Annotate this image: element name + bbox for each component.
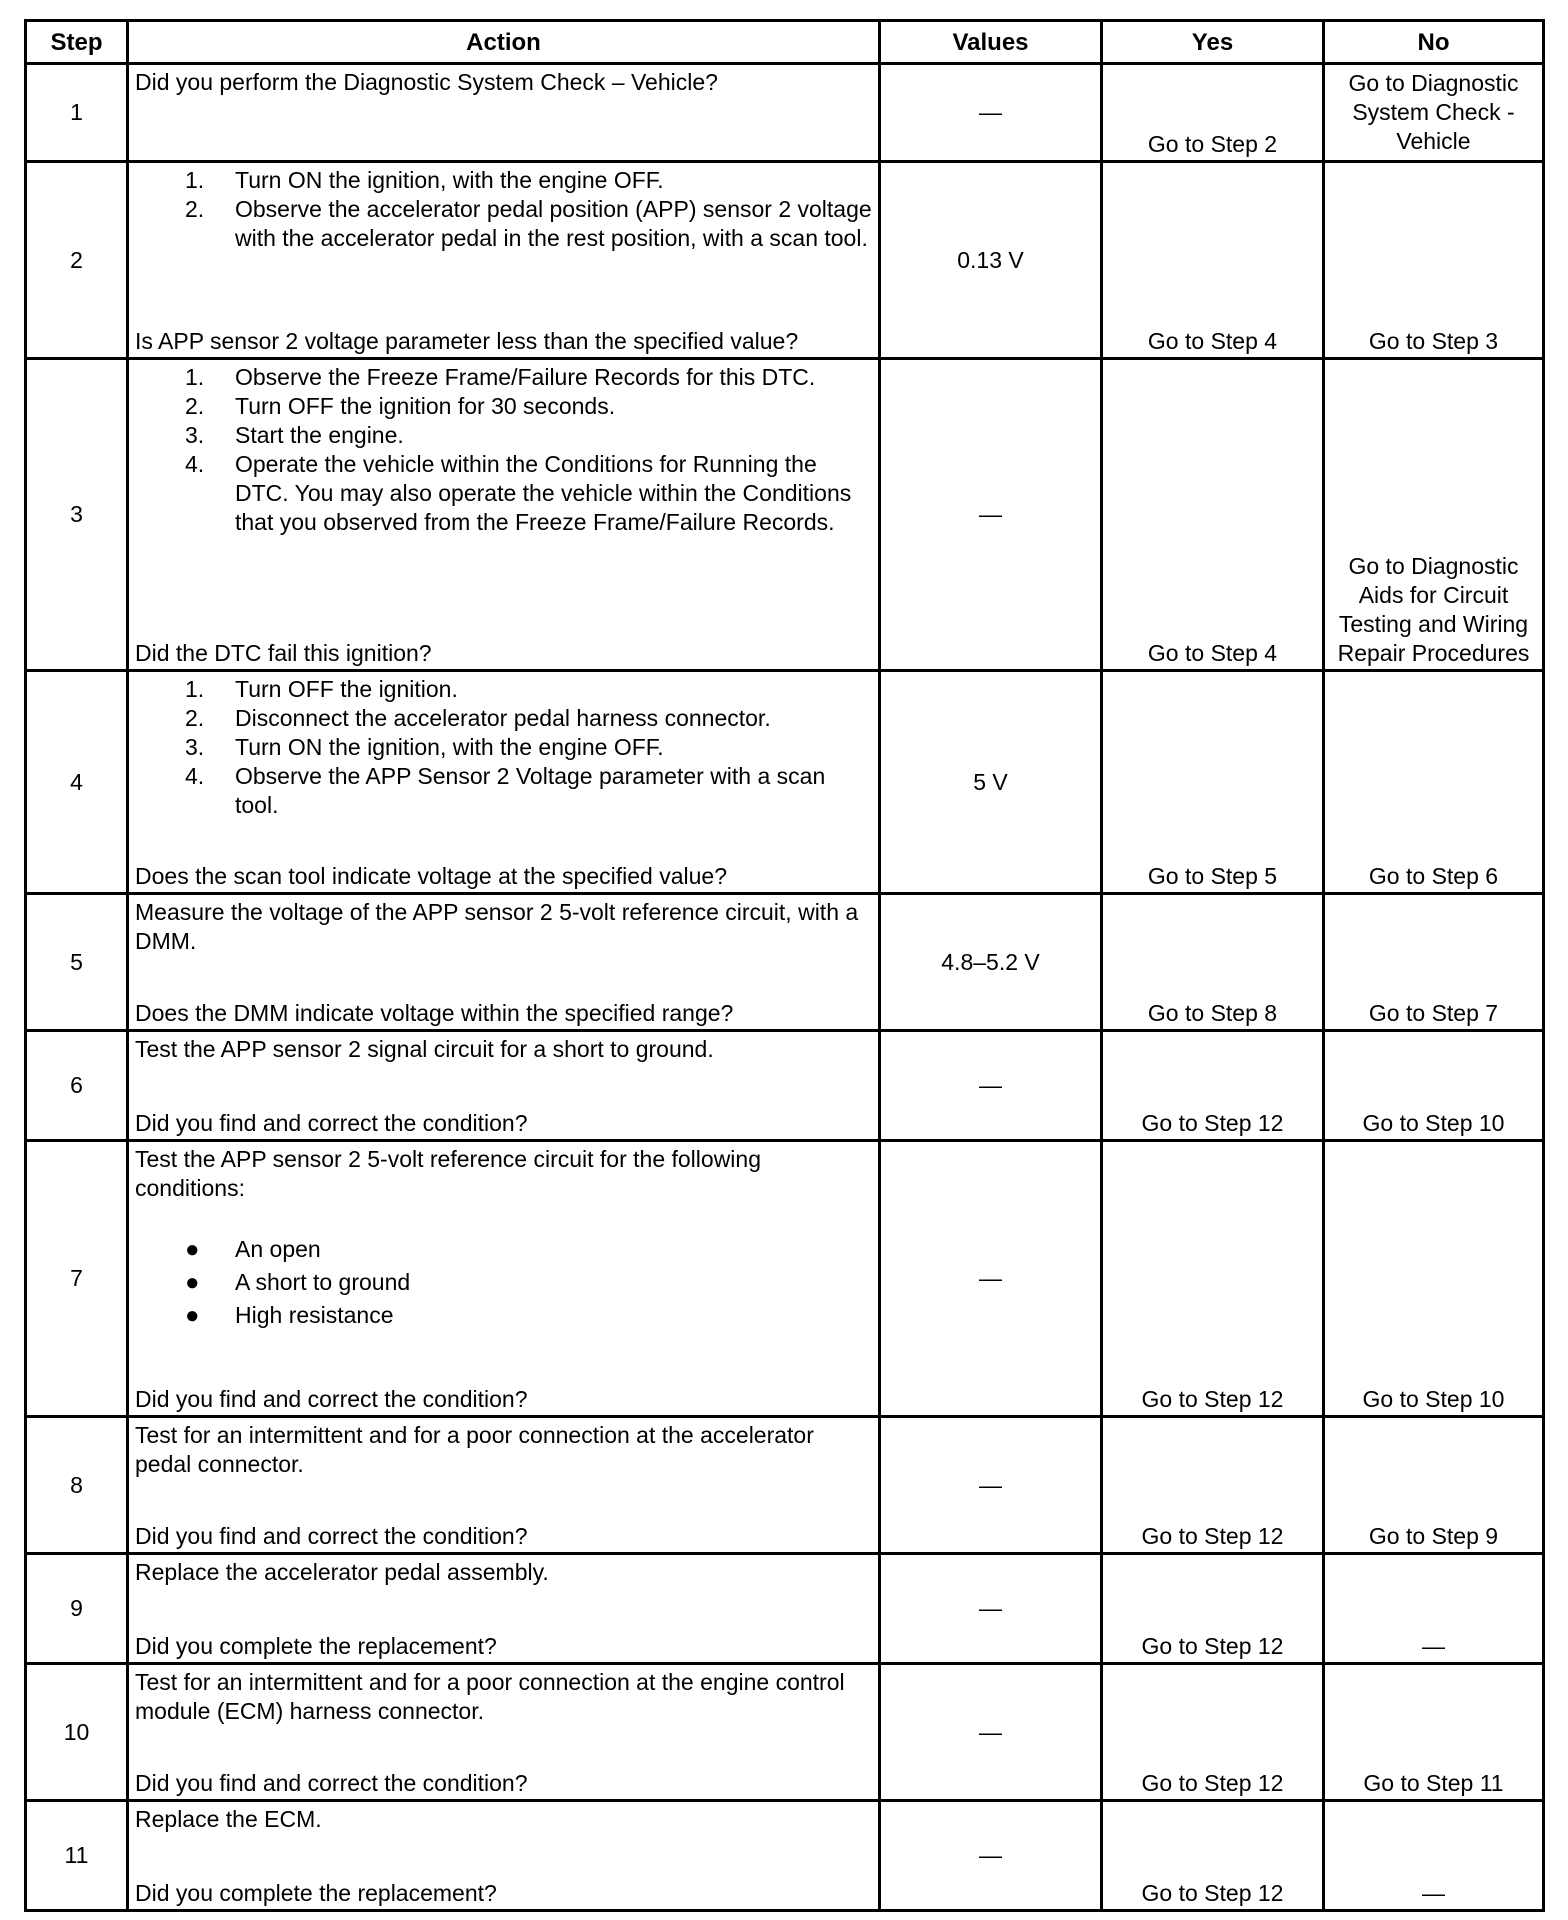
step-number: 10 bbox=[26, 1664, 128, 1801]
table-row bbox=[26, 671, 1544, 894]
value-cell: — bbox=[880, 1417, 1102, 1554]
condition-item bbox=[135, 1233, 872, 1266]
action-steps bbox=[135, 360, 872, 537]
condition-list bbox=[135, 1233, 872, 1332]
header-action: Action bbox=[128, 21, 880, 64]
step-index: 1. bbox=[185, 676, 205, 702]
action-question: Is APP sensor 2 voltage parameter less than the specified value? bbox=[135, 328, 799, 354]
bullet-icon: ● bbox=[185, 1302, 200, 1329]
header-row bbox=[26, 21, 1544, 64]
step-index: 1. bbox=[185, 364, 205, 390]
table-row bbox=[26, 359, 1544, 671]
yes-cell: Go to Step 12 bbox=[1102, 1417, 1324, 1554]
step-index: 1. bbox=[185, 167, 205, 193]
step-text: Disconnect the accelerator pedal harness connector. bbox=[235, 705, 771, 731]
yes-cell: Go to Step 5 bbox=[1102, 671, 1324, 894]
yes-cell: Go to Step 12 bbox=[1102, 1031, 1324, 1141]
yes-cell: Go to Step 2 bbox=[1102, 64, 1324, 162]
step-number: 9 bbox=[26, 1554, 128, 1664]
action-cell bbox=[128, 894, 880, 1031]
table-row bbox=[26, 1417, 1544, 1554]
yes-cell: Go to Step 12 bbox=[1102, 1141, 1324, 1417]
action-step bbox=[135, 195, 872, 253]
value-cell: — bbox=[880, 1031, 1102, 1141]
condition-item bbox=[135, 1266, 872, 1299]
step-number: 4 bbox=[26, 671, 128, 894]
action-question: Does the DMM indicate voltage within the specified range? bbox=[135, 1000, 734, 1026]
yes-cell: Go to Step 12 bbox=[1102, 1801, 1324, 1911]
no-cell: Go to Step 10 bbox=[1324, 1031, 1544, 1141]
action-step bbox=[135, 675, 872, 704]
condition-text: A short to ground bbox=[235, 1269, 411, 1295]
no-cell: Go to Step 10 bbox=[1324, 1141, 1544, 1417]
bullet-icon: ● bbox=[185, 1269, 200, 1296]
step-text: Observe the Freeze Frame/Failure Records for this DTC. bbox=[235, 364, 816, 390]
step-text: Turn OFF the ignition. bbox=[235, 676, 458, 702]
step-index: 2. bbox=[185, 705, 205, 731]
step-index: 3. bbox=[185, 734, 205, 760]
diagnostic-table bbox=[24, 19, 1545, 1912]
action-step bbox=[135, 363, 872, 392]
action-question: Did the DTC fail this ignition? bbox=[135, 640, 432, 666]
header-yes: Yes bbox=[1102, 21, 1324, 64]
action-intro: Test for an intermittent and for a poor connection at the accelerator pedal connector. bbox=[135, 1422, 814, 1477]
step-number: 2 bbox=[26, 162, 128, 359]
no-cell: Go to Step 6 bbox=[1324, 671, 1544, 894]
table-row bbox=[26, 1664, 1544, 1801]
step-index: 3. bbox=[185, 422, 205, 448]
action-cell bbox=[128, 1664, 880, 1801]
action-question: Did you find and correct the condition? bbox=[135, 1386, 528, 1412]
step-index: 2. bbox=[185, 196, 205, 222]
no-cell: Go to Step 3 bbox=[1324, 162, 1544, 359]
header-step: Step bbox=[26, 21, 128, 64]
action-question: Did you complete the replacement? bbox=[135, 1633, 497, 1659]
no-text: Go to Diagnostic System Check - Vehicle bbox=[1348, 70, 1519, 154]
value-cell: — bbox=[880, 1801, 1102, 1911]
no-text: Go to Diagnostic Aids for Circuit Testing and Wiring Repair Procedures bbox=[1337, 553, 1530, 666]
action-question: Did you find and correct the condition? bbox=[135, 1770, 528, 1796]
table-row bbox=[26, 1801, 1544, 1911]
action-cell bbox=[128, 1141, 880, 1417]
action-step bbox=[135, 421, 872, 450]
no-cell: — bbox=[1324, 1554, 1544, 1664]
action-intro: Test the APP sensor 2 5-volt reference circuit for the following conditions: bbox=[135, 1146, 761, 1201]
table-row bbox=[26, 1554, 1544, 1664]
action-cell bbox=[128, 671, 880, 894]
yes-cell: Go to Step 8 bbox=[1102, 894, 1324, 1031]
condition-text: High resistance bbox=[235, 1302, 394, 1328]
no-cell bbox=[1324, 359, 1544, 671]
step-number: 11 bbox=[26, 1801, 128, 1911]
step-number: 3 bbox=[26, 359, 128, 671]
action-cell bbox=[128, 1417, 880, 1554]
step-text: Start the engine. bbox=[235, 422, 404, 448]
table-row bbox=[26, 1141, 1544, 1417]
action-intro: Measure the voltage of the APP sensor 2 5-volt reference circuit, with a DMM. bbox=[135, 899, 859, 954]
step-text: Turn ON the ignition, with the engine OFF. bbox=[235, 734, 664, 760]
yes-cell: Go to Step 4 bbox=[1102, 162, 1324, 359]
step-index: 4. bbox=[185, 763, 205, 789]
step-text: Turn OFF the ignition for 30 seconds. bbox=[235, 393, 616, 419]
action-question: Does the scan tool indicate voltage at the specified value? bbox=[135, 863, 727, 889]
action-step bbox=[135, 733, 872, 762]
yes-cell: Go to Step 4 bbox=[1102, 359, 1324, 671]
step-number: 8 bbox=[26, 1417, 128, 1554]
no-cell bbox=[1324, 64, 1544, 162]
step-index: 2. bbox=[185, 393, 205, 419]
no-cell: Go to Step 7 bbox=[1324, 894, 1544, 1031]
value-cell: 4.8–5.2 V bbox=[880, 894, 1102, 1031]
action-steps bbox=[135, 163, 872, 253]
step-number: 5 bbox=[26, 894, 128, 1031]
step-text: Observe the APP Sensor 2 Voltage parameter with a scan tool. bbox=[235, 763, 826, 818]
action-intro: Test the APP sensor 2 signal circuit for a short to ground. bbox=[135, 1036, 714, 1062]
value-cell: 0.13 V bbox=[880, 162, 1102, 359]
table-row bbox=[26, 894, 1544, 1031]
action-cell bbox=[128, 1801, 880, 1911]
action-cell bbox=[128, 359, 880, 671]
action-cell bbox=[128, 64, 880, 162]
table-row bbox=[26, 64, 1544, 162]
action-question: Did you find and correct the condition? bbox=[135, 1523, 528, 1549]
no-cell: Go to Step 11 bbox=[1324, 1664, 1544, 1801]
header-no: No bbox=[1324, 21, 1544, 64]
table-row bbox=[26, 162, 1544, 359]
step-text: Operate the vehicle within the Conditions for Running the DTC. You may also operate the vehicle within the Conditions that you observed from the Freeze Frame/Failure Records. bbox=[235, 451, 852, 535]
action-question: Did you complete the replacement? bbox=[135, 1880, 497, 1906]
bullet-icon: ● bbox=[185, 1236, 200, 1263]
step-index: 4. bbox=[185, 451, 205, 477]
step-number: 7 bbox=[26, 1141, 128, 1417]
action-step bbox=[135, 704, 872, 733]
action-step bbox=[135, 762, 872, 820]
value-cell: — bbox=[880, 64, 1102, 162]
action-steps bbox=[135, 672, 872, 820]
condition-item bbox=[135, 1299, 872, 1332]
action-step bbox=[135, 450, 872, 537]
action-intro: Did you perform the Diagnostic System Check – Vehicle? bbox=[135, 69, 718, 95]
value-cell: — bbox=[880, 1664, 1102, 1801]
step-number: 6 bbox=[26, 1031, 128, 1141]
action-cell bbox=[128, 1031, 880, 1141]
no-cell: — bbox=[1324, 1801, 1544, 1911]
action-intro: Test for an intermittent and for a poor connection at the engine control module (ECM) harness connector. bbox=[135, 1669, 845, 1724]
yes-cell: Go to Step 12 bbox=[1102, 1664, 1324, 1801]
action-step bbox=[135, 166, 872, 195]
step-number: 1 bbox=[26, 64, 128, 162]
step-text: Observe the accelerator pedal position (APP) sensor 2 voltage with the accelerator pedal in the rest position, with a scan tool. bbox=[235, 196, 872, 251]
action-intro: Replace the accelerator pedal assembly. bbox=[135, 1559, 549, 1585]
no-cell: Go to Step 9 bbox=[1324, 1417, 1544, 1554]
table-row bbox=[26, 1031, 1544, 1141]
value-cell: — bbox=[880, 1554, 1102, 1664]
yes-cell: Go to Step 12 bbox=[1102, 1554, 1324, 1664]
action-step bbox=[135, 392, 872, 421]
value-cell: — bbox=[880, 359, 1102, 671]
condition-text: An open bbox=[235, 1236, 321, 1262]
action-cell bbox=[128, 1554, 880, 1664]
step-text: Turn ON the ignition, with the engine OFF. bbox=[235, 167, 664, 193]
value-cell: 5 V bbox=[880, 671, 1102, 894]
header-values: Values bbox=[880, 21, 1102, 64]
action-intro: Replace the ECM. bbox=[135, 1806, 322, 1832]
value-cell: — bbox=[880, 1141, 1102, 1417]
action-cell bbox=[128, 162, 880, 359]
action-question: Did you find and correct the condition? bbox=[135, 1110, 528, 1136]
